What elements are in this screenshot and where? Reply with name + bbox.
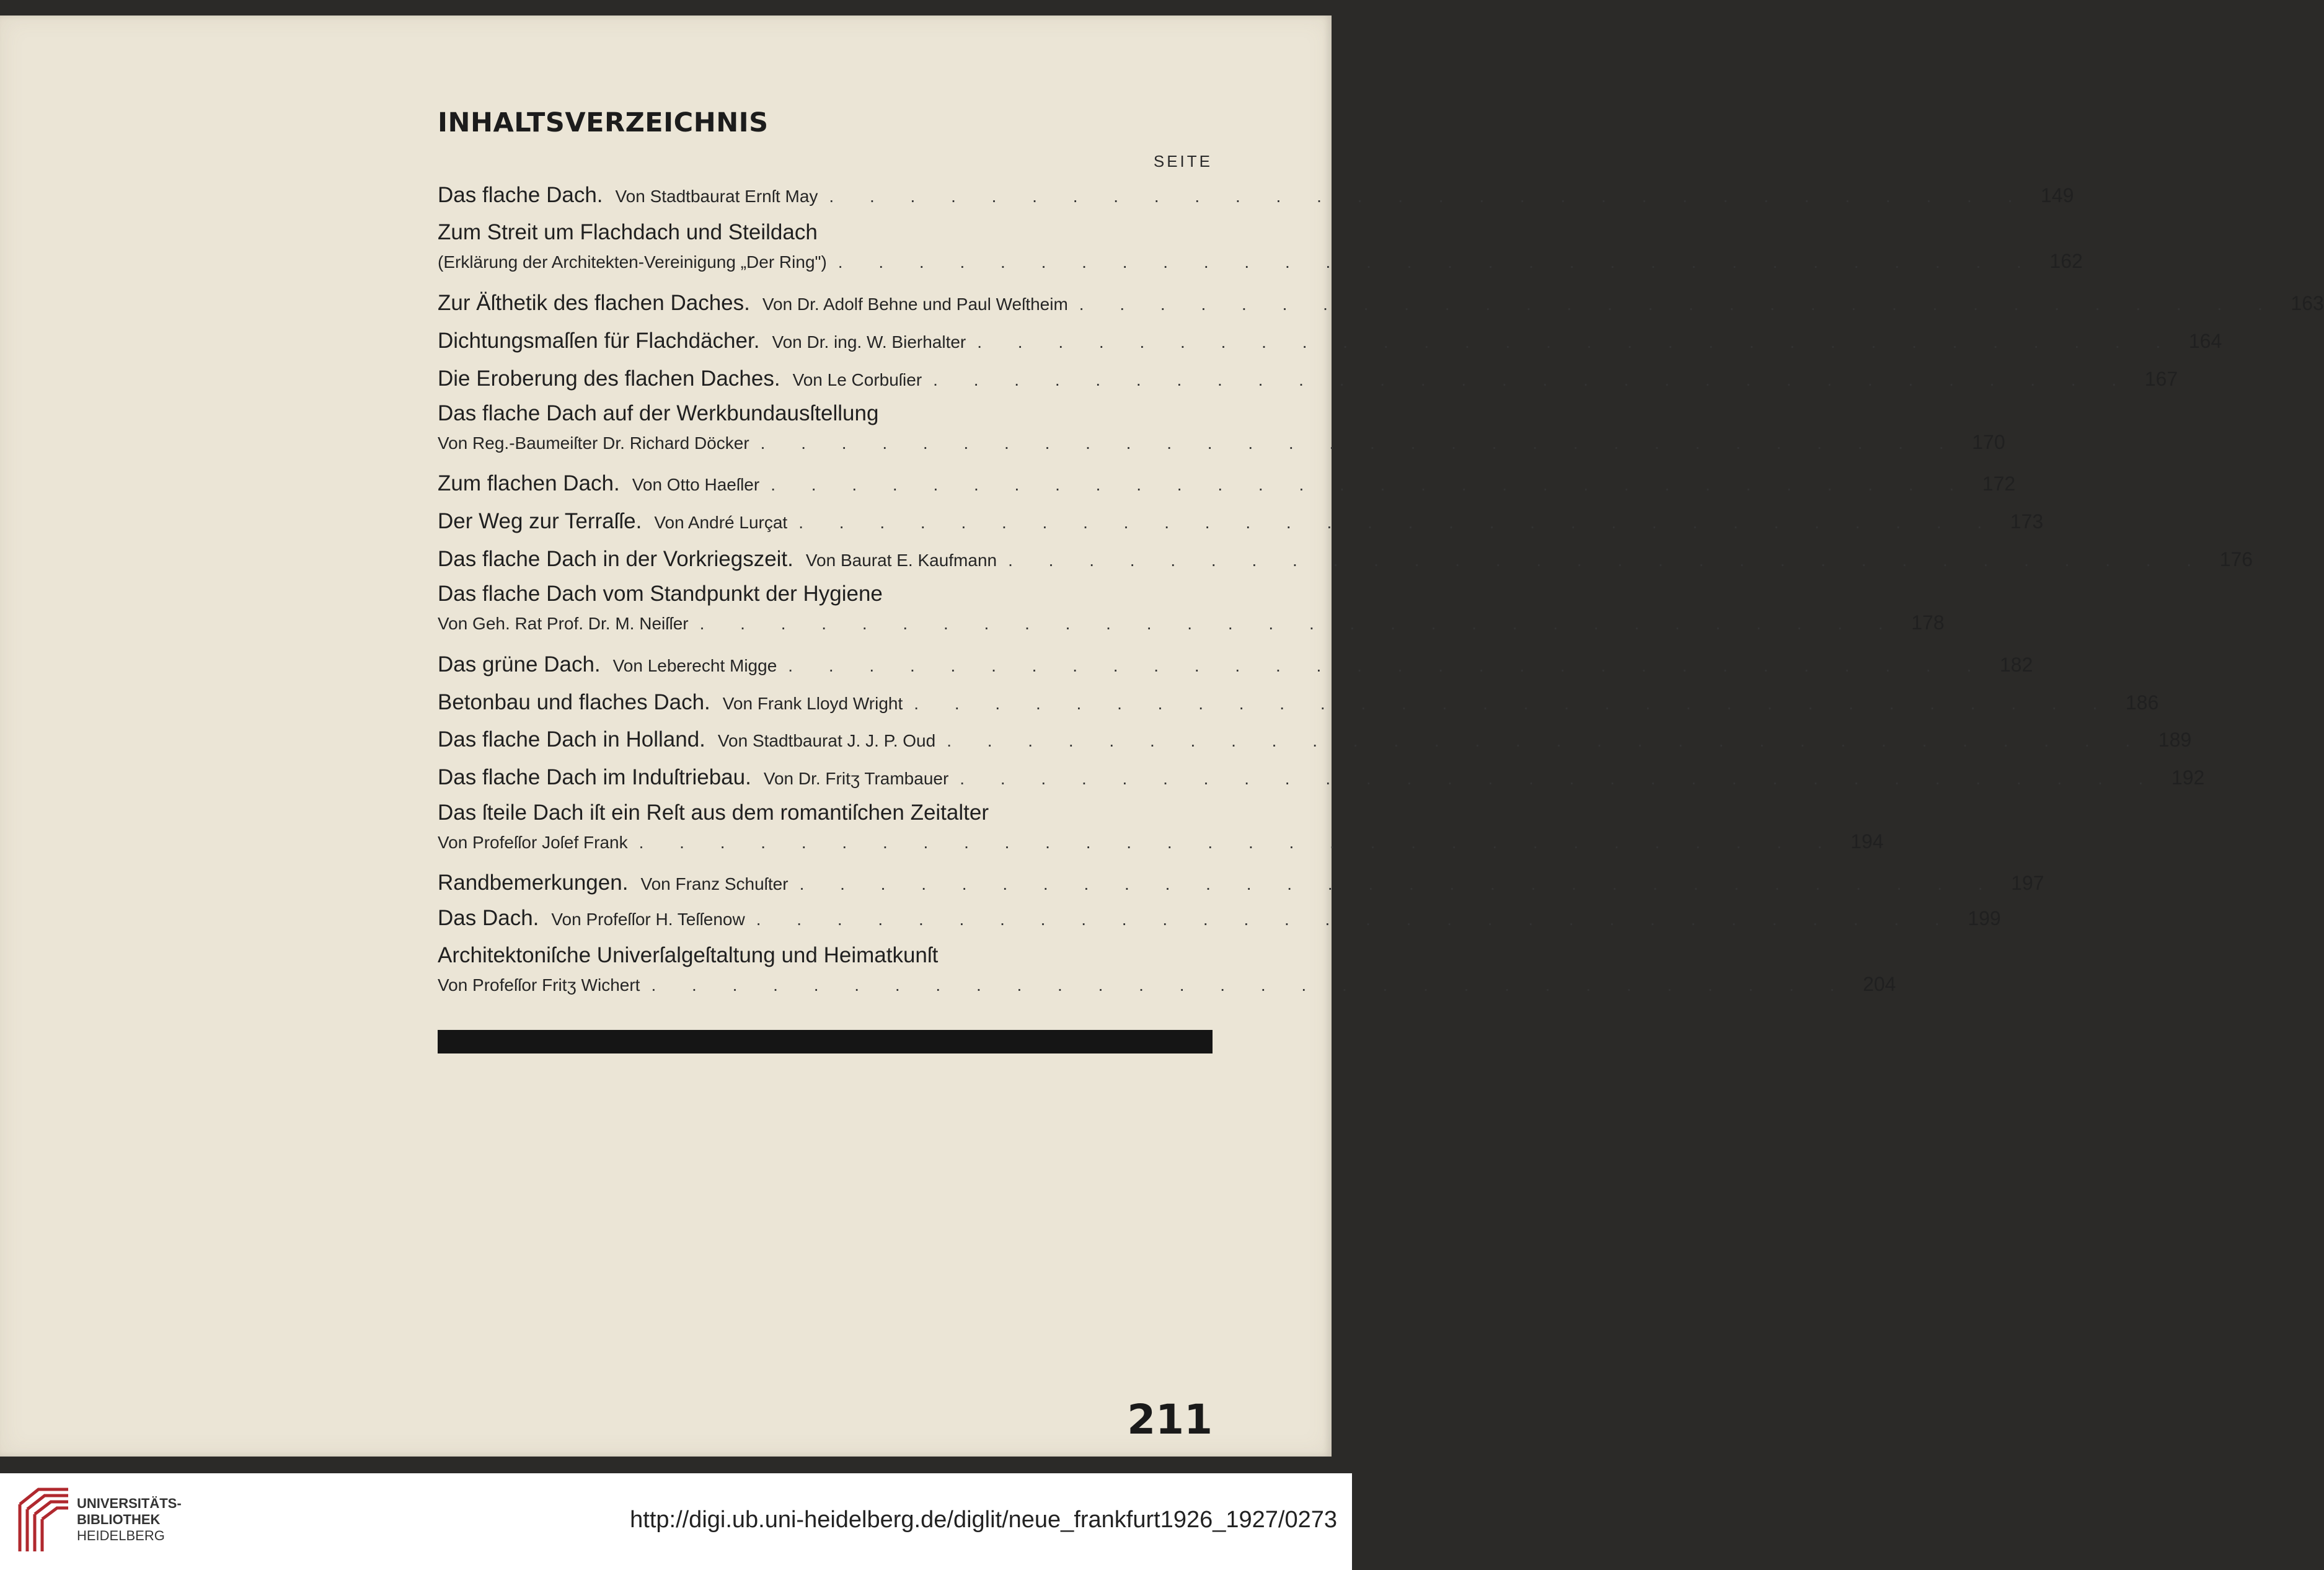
- entry-title: Das flache Dach im Induſtriebau.: [438, 765, 751, 789]
- page-number: 211: [1127, 1396, 1213, 1444]
- entry-author: Von Franz Schuſter: [640, 874, 789, 894]
- entry-title: Das flache Dach vom Standpunkt der Hygiene: [438, 582, 883, 606]
- entry-title: Zur Äſthetik des flachen Daches.: [438, 291, 750, 315]
- page-column-label: SEITE: [1153, 152, 1213, 171]
- entry-page: 173: [2010, 510, 2044, 533]
- entry-title: Das flache Dach auf der Werkbundausſtellung: [438, 401, 879, 425]
- entry-title: Dichtungsmaſſen für Flachdächer.: [438, 329, 760, 353]
- library-logo-icon: [14, 1486, 73, 1555]
- toc-entry: [438, 582, 1945, 644]
- dot-leader: . . . . . . . . . . . . . . . . . . . . . . . . . . . . . .: [638, 833, 1838, 852]
- toc-entry: [438, 291, 2324, 323]
- entry-author: Von Dr. Fritʒ Trambauer: [763, 769, 949, 788]
- entry-page: 178: [1911, 611, 1945, 634]
- entry-page: 199: [1968, 907, 2001, 929]
- toc-entry: [438, 943, 1896, 1005]
- dot-leader: . . . . . . . . . . . . . . . . . . . . . . . . . . . . . .: [799, 874, 1999, 894]
- entry-page: 149: [2040, 184, 2074, 206]
- library-name: UNIVERSITÄTS- BIBLIOTHEK HEIDELBERG: [77, 1496, 182, 1543]
- dot-leader: . . . . . . . . . . . . . . . . . . . . . . . . . . . . . .: [756, 910, 1955, 929]
- toc-entry: [438, 652, 2033, 685]
- scanned-page: [0, 16, 2324, 1457]
- dot-leader: . . . . . . . . . . . . . . . . . . . . . . . . . . . . . .: [947, 731, 2146, 750]
- toc-heading: INHALTSVERZEICHNIS: [438, 107, 769, 138]
- dot-leader: . . . . . . . . . . . . . . . . . . . . . . . . . . . . . .: [1008, 551, 2207, 570]
- toc-entry: [438, 329, 2222, 361]
- entry-page: 163: [2291, 292, 2324, 314]
- black-rule-bar: [438, 1030, 1213, 1053]
- toc-entry: [438, 471, 2016, 503]
- entry-author: Von Frank Lloyd Wright: [722, 694, 903, 713]
- toc-entry: [438, 727, 2192, 760]
- toc-entry: [438, 220, 2083, 282]
- toc-entry: [438, 183, 2074, 215]
- dot-leader: . . . . . . . . . . . . . . . . . . . . . . . . . . . . . .: [933, 370, 2132, 389]
- entry-page: 182: [1999, 654, 2033, 676]
- toc-entry: [438, 690, 2159, 722]
- entry-title: Die Eroberung des flachen Daches.: [438, 366, 780, 391]
- entry-title: Das flache Dach.: [438, 183, 603, 207]
- entry-page: 172: [1982, 472, 2016, 495]
- dot-leader: . . . . . . . . . . . . . . . . . . . . . . . . . . . . . .: [760, 433, 1959, 453]
- entry-author: Von Stadtbaurat Ernſt May: [615, 187, 818, 206]
- entry-author: Von Leberecht Migge: [612, 656, 777, 675]
- entry-title: Der Weg zur Terraſſe.: [438, 509, 642, 533]
- entry-author: Von Baurat E. Kaufmann: [805, 551, 997, 570]
- dot-leader: . . . . . . . . . . . . . . . . . . . . . . . . . . . . . .: [699, 614, 1899, 633]
- entry-title: Zum Streit um Flachdach und Steildach: [438, 220, 818, 244]
- entry-page: 186: [2125, 691, 2159, 714]
- toc-entry: [438, 801, 1884, 863]
- dot-leader: . . . . . . . . . . . . . . . . . . . . . . . . . . . . . .: [788, 656, 1987, 675]
- entry-page: 204: [1863, 973, 1896, 995]
- entry-title: Das Dach.: [438, 906, 539, 930]
- dot-leader: . . . . . . . . . . . . . . . . . . . . . . . . . . . . . .: [960, 769, 2159, 788]
- dot-leader: . . . . . . . . . . . . . . . . . . . . . . . . . . . . . .: [651, 975, 1850, 995]
- entry-subtitle: Von Reg.-Baumeiſter Dr. Richard Döcker: [438, 433, 749, 453]
- entry-author: Von André Lurçat: [654, 513, 788, 532]
- toc-entry: [438, 509, 2044, 541]
- entry-subtitle: (Erklärung der Architekten-Vereinigung „Der Ring"): [438, 252, 827, 272]
- dot-leader: . . . . . . . . . . . . . . . . . . . . . . . . . . . . . .: [914, 694, 2113, 713]
- entry-page: 189: [2158, 729, 2192, 751]
- entry-subtitle: Von Geh. Rat Prof. Dr. M. Neiſſer: [438, 614, 689, 633]
- entry-title: Zum flachen Dach.: [438, 471, 620, 495]
- entry-author: Von Dr. Adolf Behne und Paul Weſtheim: [762, 295, 1068, 314]
- toc-entry: [438, 906, 2001, 938]
- entry-title: Das flache Dach in der Vorkriegszeit.: [438, 547, 793, 571]
- entry-author: Von Dr. ing. W. Bierhalter: [772, 332, 966, 352]
- entry-title: Das flache Dach in Holland.: [438, 727, 705, 752]
- entry-title: Betonbau und flaches Dach.: [438, 690, 710, 714]
- entry-subtitle: Von Profeſſor Joſef Frank: [438, 833, 628, 852]
- dot-leader: . . . . . . . . . . . . . . . . . . . . . . . . . . . . . .: [837, 252, 2037, 272]
- entry-title: Randbemerkungen.: [438, 871, 629, 895]
- entry-title: Architektoniſche Univerſalgeſtaltung und Heimatkunſt: [438, 943, 939, 967]
- dot-leader: . . . . . . . . . . . . . . . . . . . . . . . . . . . . . .: [829, 187, 2028, 206]
- entry-page: 192: [2171, 766, 2205, 789]
- entry-author: Von Stadtbaurat J. J. P. Oud: [717, 731, 936, 750]
- entry-title: Das ſteile Dach iſt ein Reſt aus dem romantiſchen Zeitalter: [438, 801, 989, 825]
- toc-entry: [438, 547, 2253, 579]
- dot-leader: . . . . . . . . . . . . . . . . . . . . . . . . . . . . . .: [771, 475, 1970, 494]
- entry-page: 167: [2144, 368, 2178, 390]
- entry-subtitle: Von Profeſſor Fritʒ Wichert: [438, 975, 640, 995]
- entry-author: Von Profeſſor H. Teſſenow: [551, 910, 745, 929]
- toc-entry: [438, 871, 2044, 903]
- toc-entry: [438, 765, 2205, 797]
- entry-author: Von Le Corbuſier: [792, 370, 922, 389]
- entry-page: 197: [2011, 872, 2044, 894]
- digitization-footer: [0, 1473, 1352, 1570]
- entry-page: 194: [1850, 830, 1884, 853]
- dot-leader: . . . . . . . . . . . . . . . . . . . . . . . . . . . . . .: [798, 513, 1998, 532]
- dot-leader: . . . . . . . . . . . . . . . . . . . . . . . . . . . . . .: [977, 332, 2176, 352]
- toc-entry: [438, 366, 2178, 399]
- source-url[interactable]: http://digi.ub.uni-heidelberg.de/diglit/neue_frankfurt1926_1927/0273: [630, 1507, 1337, 1533]
- entry-page: 164: [2188, 330, 2222, 352]
- dot-leader: . . . . . . . . . . . . . . . . . . . . . . . . . . . . . .: [1079, 295, 2278, 314]
- entry-author: Von Otto Haeſler: [632, 475, 760, 494]
- entry-page: 162: [2049, 250, 2083, 272]
- entry-page: 176: [2219, 548, 2253, 570]
- toc-entry: [438, 401, 2005, 463]
- entry-title: Das grüne Dach.: [438, 652, 601, 676]
- entry-page: 170: [1972, 431, 2005, 453]
